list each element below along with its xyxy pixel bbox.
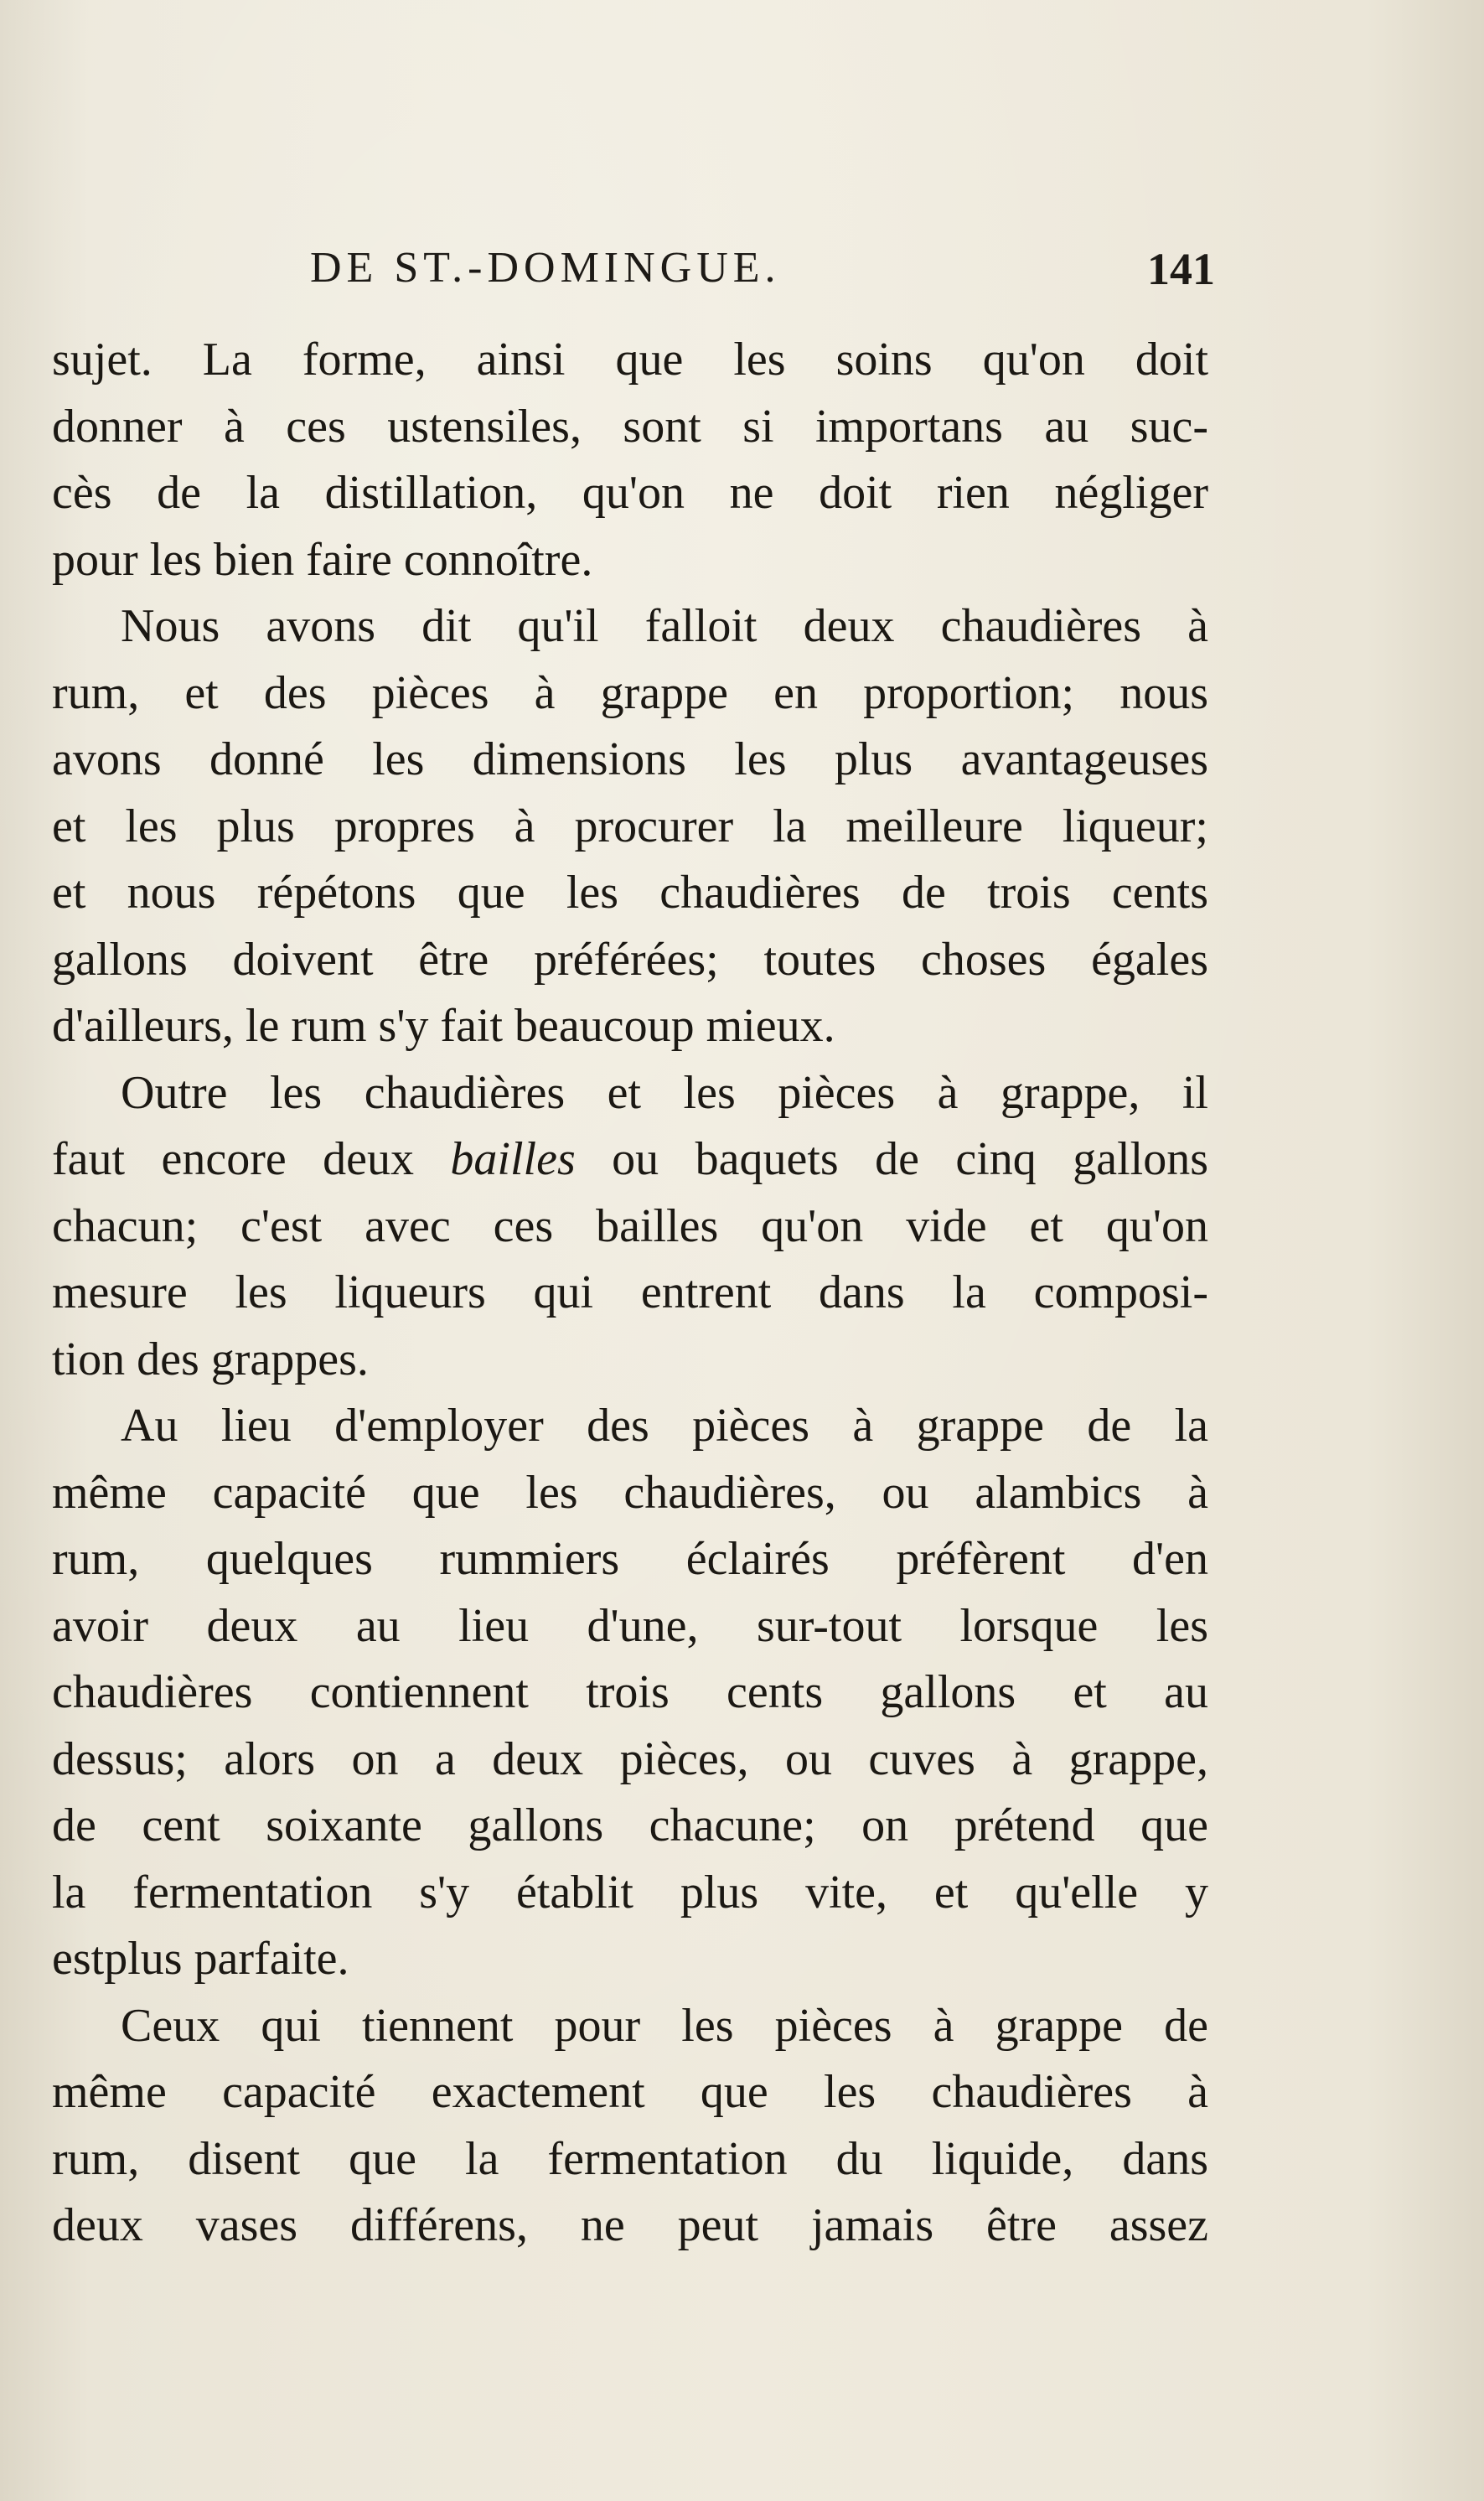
running-head (310, 243, 1215, 310)
text-line: avons donné les dimensions les plus avantageuses (52, 733, 1208, 785)
text-line: gallons doivent être préférées; toutes choses égales (52, 933, 1208, 986)
running-head-title: DE ST.-DOMINGUE. (310, 244, 781, 292)
text-line: Outre les chaudières et les pièces à grappe, il (121, 1066, 1208, 1119)
text-line: chaudières contiennent trois cents gallons et au (52, 1666, 1208, 1718)
text-line: même capacité que les chaudières, ou alambics à (52, 1466, 1208, 1519)
text-line: cès de la distillation, qu'on ne doit rien négliger (52, 467, 1208, 519)
text-line: rum, et des pièces à grappe en proportion; nous (52, 666, 1208, 719)
text-line: dessus; alors on a deux pièces, ou cuves à grappe, (52, 1732, 1208, 1785)
body-text (52, 327, 1208, 2260)
text-line: rum, quelques rummiers éclairés préfèrent d'en (52, 1533, 1208, 1585)
text-line: faut encore deux bailles ou baquets de cinq gallons (52, 1133, 1208, 1185)
text-line: deux vases différens, ne peut jamais être assez (52, 2199, 1208, 2251)
italic-term: bailles (450, 1133, 576, 1185)
text-line: et les plus propres à procurer la meilleure liqueur; (52, 800, 1208, 852)
text-line: sujet. La forme, ainsi que les soins qu'on doit (52, 334, 1208, 386)
text-line: pour les bien faire connoître. (52, 533, 593, 586)
text-line: même capacité exactement que les chaudières à (52, 2066, 1208, 2118)
text-line: d'ailleurs, le rum s'y fait beaucoup mieux. (52, 1000, 835, 1052)
text-line: tion des grappes. (52, 1333, 369, 1385)
text-line: rum, disent que la fermentation du liquide, dans (52, 2132, 1208, 2185)
text-line: estplus parfaite. (52, 1933, 349, 1985)
text-line: Au lieu d'employer des pièces à grappe de la (121, 1400, 1208, 1452)
text-line: mesure les liqueurs qui entrent dans la composi- (52, 1266, 1208, 1318)
text-line: de cent soixante gallons chacune; on prétend que (52, 1799, 1208, 1851)
text-line: avoir deux au lieu d'une, sur-tout lorsque les (52, 1599, 1208, 1652)
page-number: 141 (1147, 244, 1215, 294)
text-line: donner à ces ustensiles, sont si importans au suc- (52, 400, 1208, 453)
text-line: et nous répétons que les chaudières de trois cents (52, 867, 1208, 919)
text-line: chacun; c'est avec ces bailles qu'on vide et qu'on (52, 1199, 1208, 1252)
text-line: la fermentation s'y établit plus vite, et qu'elle y (52, 1866, 1208, 1918)
text-line: Nous avons dit qu'il falloit deux chaudières à (121, 600, 1208, 652)
text-line: Ceux qui tiennent pour les pièces à grappe de (121, 1999, 1208, 2052)
